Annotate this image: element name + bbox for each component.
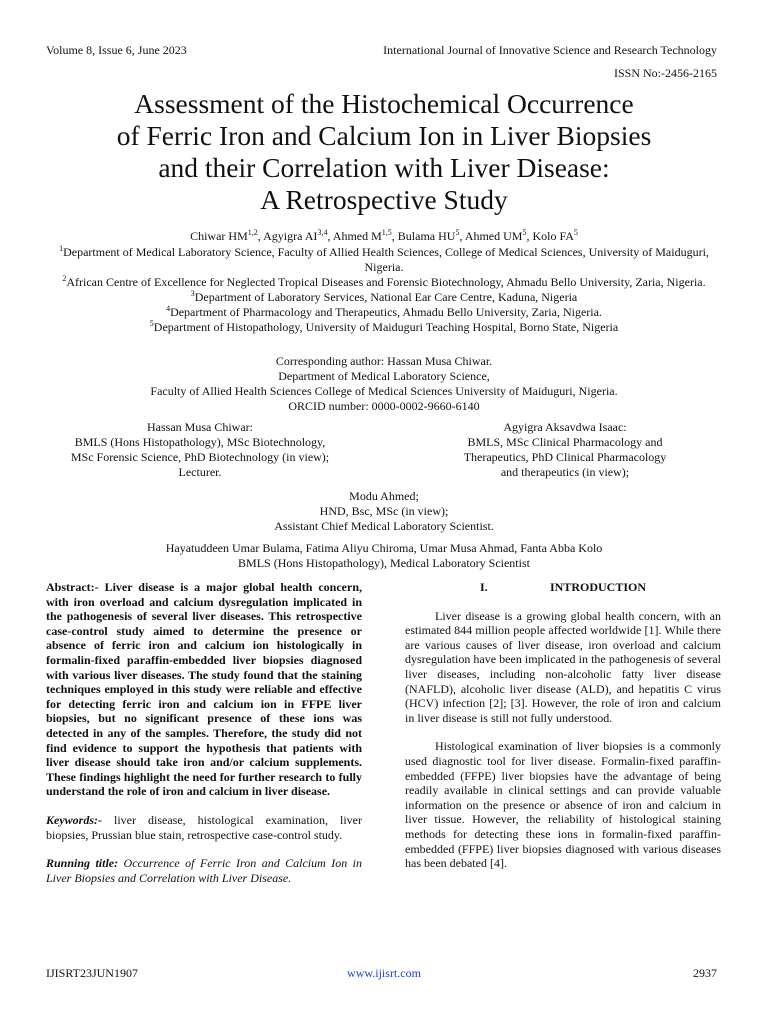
author-sup: 1,5 <box>381 228 392 237</box>
title-line: Assessment of the Histochemical Occurrence <box>134 88 634 119</box>
bio-line: Lecturer. <box>178 465 222 479</box>
keywords-label: Keywords:- <box>46 812 102 827</box>
title-line: of Ferric Iron and Calcium Ion in Liver Biopsies <box>116 120 652 151</box>
bio-name: Hassan Musa Chiwar: <box>147 420 253 434</box>
bio-line: BMLS, MSc Clinical Pharmacology and <box>467 435 663 449</box>
issn: ISSN No:-2456-2165 <box>613 66 717 80</box>
intro-paragraph: Histological examination of liver biopsies is a commonly used diagnostic tool for liver disease. Formalin-fixed paraffin-embedded (FFPE) liver biopsies have the advantage of being readily available in clinical settings and can provide valuable information on the presence or absence of iron and calcium in liver tissue. However, the reliability of histological staining methods for detecting these ions in formalin-fixed paraffin-embedded (FFPE) liver biopsies diagnosed with various diseases has been debated [4]. <box>405 739 721 871</box>
corresponding-line: Faculty of Allied Health Sciences College of Medical Sciences University of Maiduguri, Nigeria. <box>150 384 618 398</box>
affiliation <box>40 245 728 275</box>
bio-line: HND, Bsc, MSc (in view); <box>319 504 449 518</box>
affiliation <box>40 290 728 305</box>
affiliation-text: Department of Laboratory Services, National Ear Care Centre, Kaduna, Nigeria <box>194 290 578 304</box>
author-sup: 1,2 <box>247 228 258 237</box>
author-sup: 5 <box>522 228 527 237</box>
running-title-label: Running title: <box>46 856 119 871</box>
running-title <box>46 856 362 885</box>
running-title-text: Occurrence of Ferric Iron and Calcium Ion in Liver Biopsies and Correlation with Liver Disease. <box>46 856 362 885</box>
intro-paragraph: Liver disease is a growing global health concern, with an estimated 844 million people affected worldwide [1]. While there are various causes of liver disease, iron overload and calcium dysregulation have been implicated in the pathogenesis of several liver diseases, including non-alcoholic fatty liver disease (NAFLD), alcoholic liver disease (ALD), and hepatitis C virus (HCV) infection [2]; [3]. However, the role of iron and calcium in liver disease is still not fully understood. <box>405 608 721 725</box>
section-number: I. <box>479 580 488 594</box>
title-line: A Retrospective Study <box>260 184 508 215</box>
affiliation-sup: 3 <box>190 289 195 298</box>
affiliation-text: Department of Histopathology, University of Maiduguri Teaching Hospital, Borno State, Nigeria <box>153 320 619 334</box>
section-heading <box>405 580 721 595</box>
affiliation-text: Department of Pharmacology and Therapeutics, Ahmadu Bello University, Zaria, Nigeria. <box>170 305 602 319</box>
corresponding-author <box>40 354 728 414</box>
title-line: and their Correlation with Liver Disease: <box>158 152 610 183</box>
bio-line: Therapeutics, PhD Clinical Pharmacology <box>463 450 667 464</box>
bio-group <box>40 541 728 571</box>
bio-line: Assistant Chief Medical Laboratory Scientist. <box>274 519 494 533</box>
journal-url[interactable]: www.ijisrt.com <box>347 966 421 980</box>
bio-name: Modu Ahmed; <box>349 489 419 503</box>
keywords <box>46 813 362 842</box>
author: , Bulama HU <box>391 229 456 243</box>
bio-name: Agyigra Aksavdwa Isaac: <box>503 420 627 434</box>
affiliation-text: Department of Medical Laboratory Science, Faculty of Allied Health Sciences, College of Medical Sciences, University of Maiduguri, Nigeria. <box>63 245 709 274</box>
paper-title <box>40 88 728 216</box>
author: , Ahmed M <box>327 229 382 243</box>
orcid: ORCID number: 0000-0002-9660-6140 <box>288 399 480 413</box>
author: , Kolo FA <box>526 229 574 243</box>
affiliation-sup: 5 <box>149 319 154 328</box>
corresponding-line: Department of Medical Laboratory Science, <box>278 369 490 383</box>
bio-chiwar <box>40 420 360 480</box>
author-sup: 3,4 <box>317 228 328 237</box>
affiliation-sup: 4 <box>166 304 171 313</box>
bio-ahmed <box>40 489 728 534</box>
affiliation <box>40 320 728 335</box>
paper-id: IJISRT23JUN1907 <box>46 966 138 980</box>
bio-line: and therapeutics (in view); <box>500 465 630 479</box>
page-number: 2937 <box>693 966 717 980</box>
journal-name: International Journal of Innovative Science and Research Technology <box>383 43 717 57</box>
bio-line: BMLS (Hons Histopathology), MSc Biotechnology, <box>74 435 326 449</box>
affiliation <box>40 275 728 290</box>
keywords-text: liver disease, histological examination, liver biopsies, Prussian blue stain, retrospective case-control study. <box>46 812 362 842</box>
volume-issue: Volume 8, Issue 6, June 2023 <box>46 43 187 57</box>
left-column <box>46 580 362 885</box>
author-sup: 5 <box>455 228 460 237</box>
author: , Agyigra AI <box>257 229 318 243</box>
affiliation-sup: 1 <box>59 244 64 253</box>
affiliations <box>40 245 728 335</box>
author-list <box>40 229 728 244</box>
author: , Ahmed UM <box>459 229 523 243</box>
author: Chiwar HM <box>190 229 248 243</box>
affiliation-sup: 2 <box>62 274 67 283</box>
bio-names: Hayatuddeen Umar Bulama, Fatima Aliyu Chiroma, Umar Musa Ahmad, Fanta Abba Kolo <box>165 541 603 555</box>
section-title: INTRODUCTION <box>549 580 646 594</box>
author-sup: 5 <box>573 228 578 237</box>
right-column <box>405 580 721 871</box>
bio-line: BMLS (Hons Histopathology), Medical Laboratory Scientist <box>238 556 530 570</box>
footer-link-wrap <box>0 966 768 981</box>
affiliation <box>40 305 728 320</box>
corresponding-line: Corresponding author: Hassan Musa Chiwar. <box>275 354 493 368</box>
abstract: Abstract:- Liver disease is a major global health concern, with iron overload and calcium dysregulation implicated in the pathogenesis of several liver diseases. This retrospective case-control study aimed to determine the presence or absence of ferric iron and calcium ion histologically in formalin-fixed paraffin-embedded liver biopsies diagnosed with various liver diseases. The study found that the staining techniques employed in this study were reliable and effective for detecting ferric iron and calcium ion in FFPE liver biopsies, but no significant presence of these ions was detected in any of the samples. Therefore, the study did not find evidence to support the hypothesis that patients with liver disease should take iron and/or calcium supplements. These findings highlight the need for further research to fully understand the role of iron and calcium in liver disease. <box>46 580 362 799</box>
bio-line: MSc Forensic Science, PhD Biotechnology (in view); <box>70 450 330 464</box>
bio-agyigra <box>420 420 710 480</box>
affiliation-text: African Centre of Excellence for Neglected Tropical Diseases and Forensic Biotechnology, Ahmadu Bello University, Zaria, Nigeria. <box>66 275 706 289</box>
